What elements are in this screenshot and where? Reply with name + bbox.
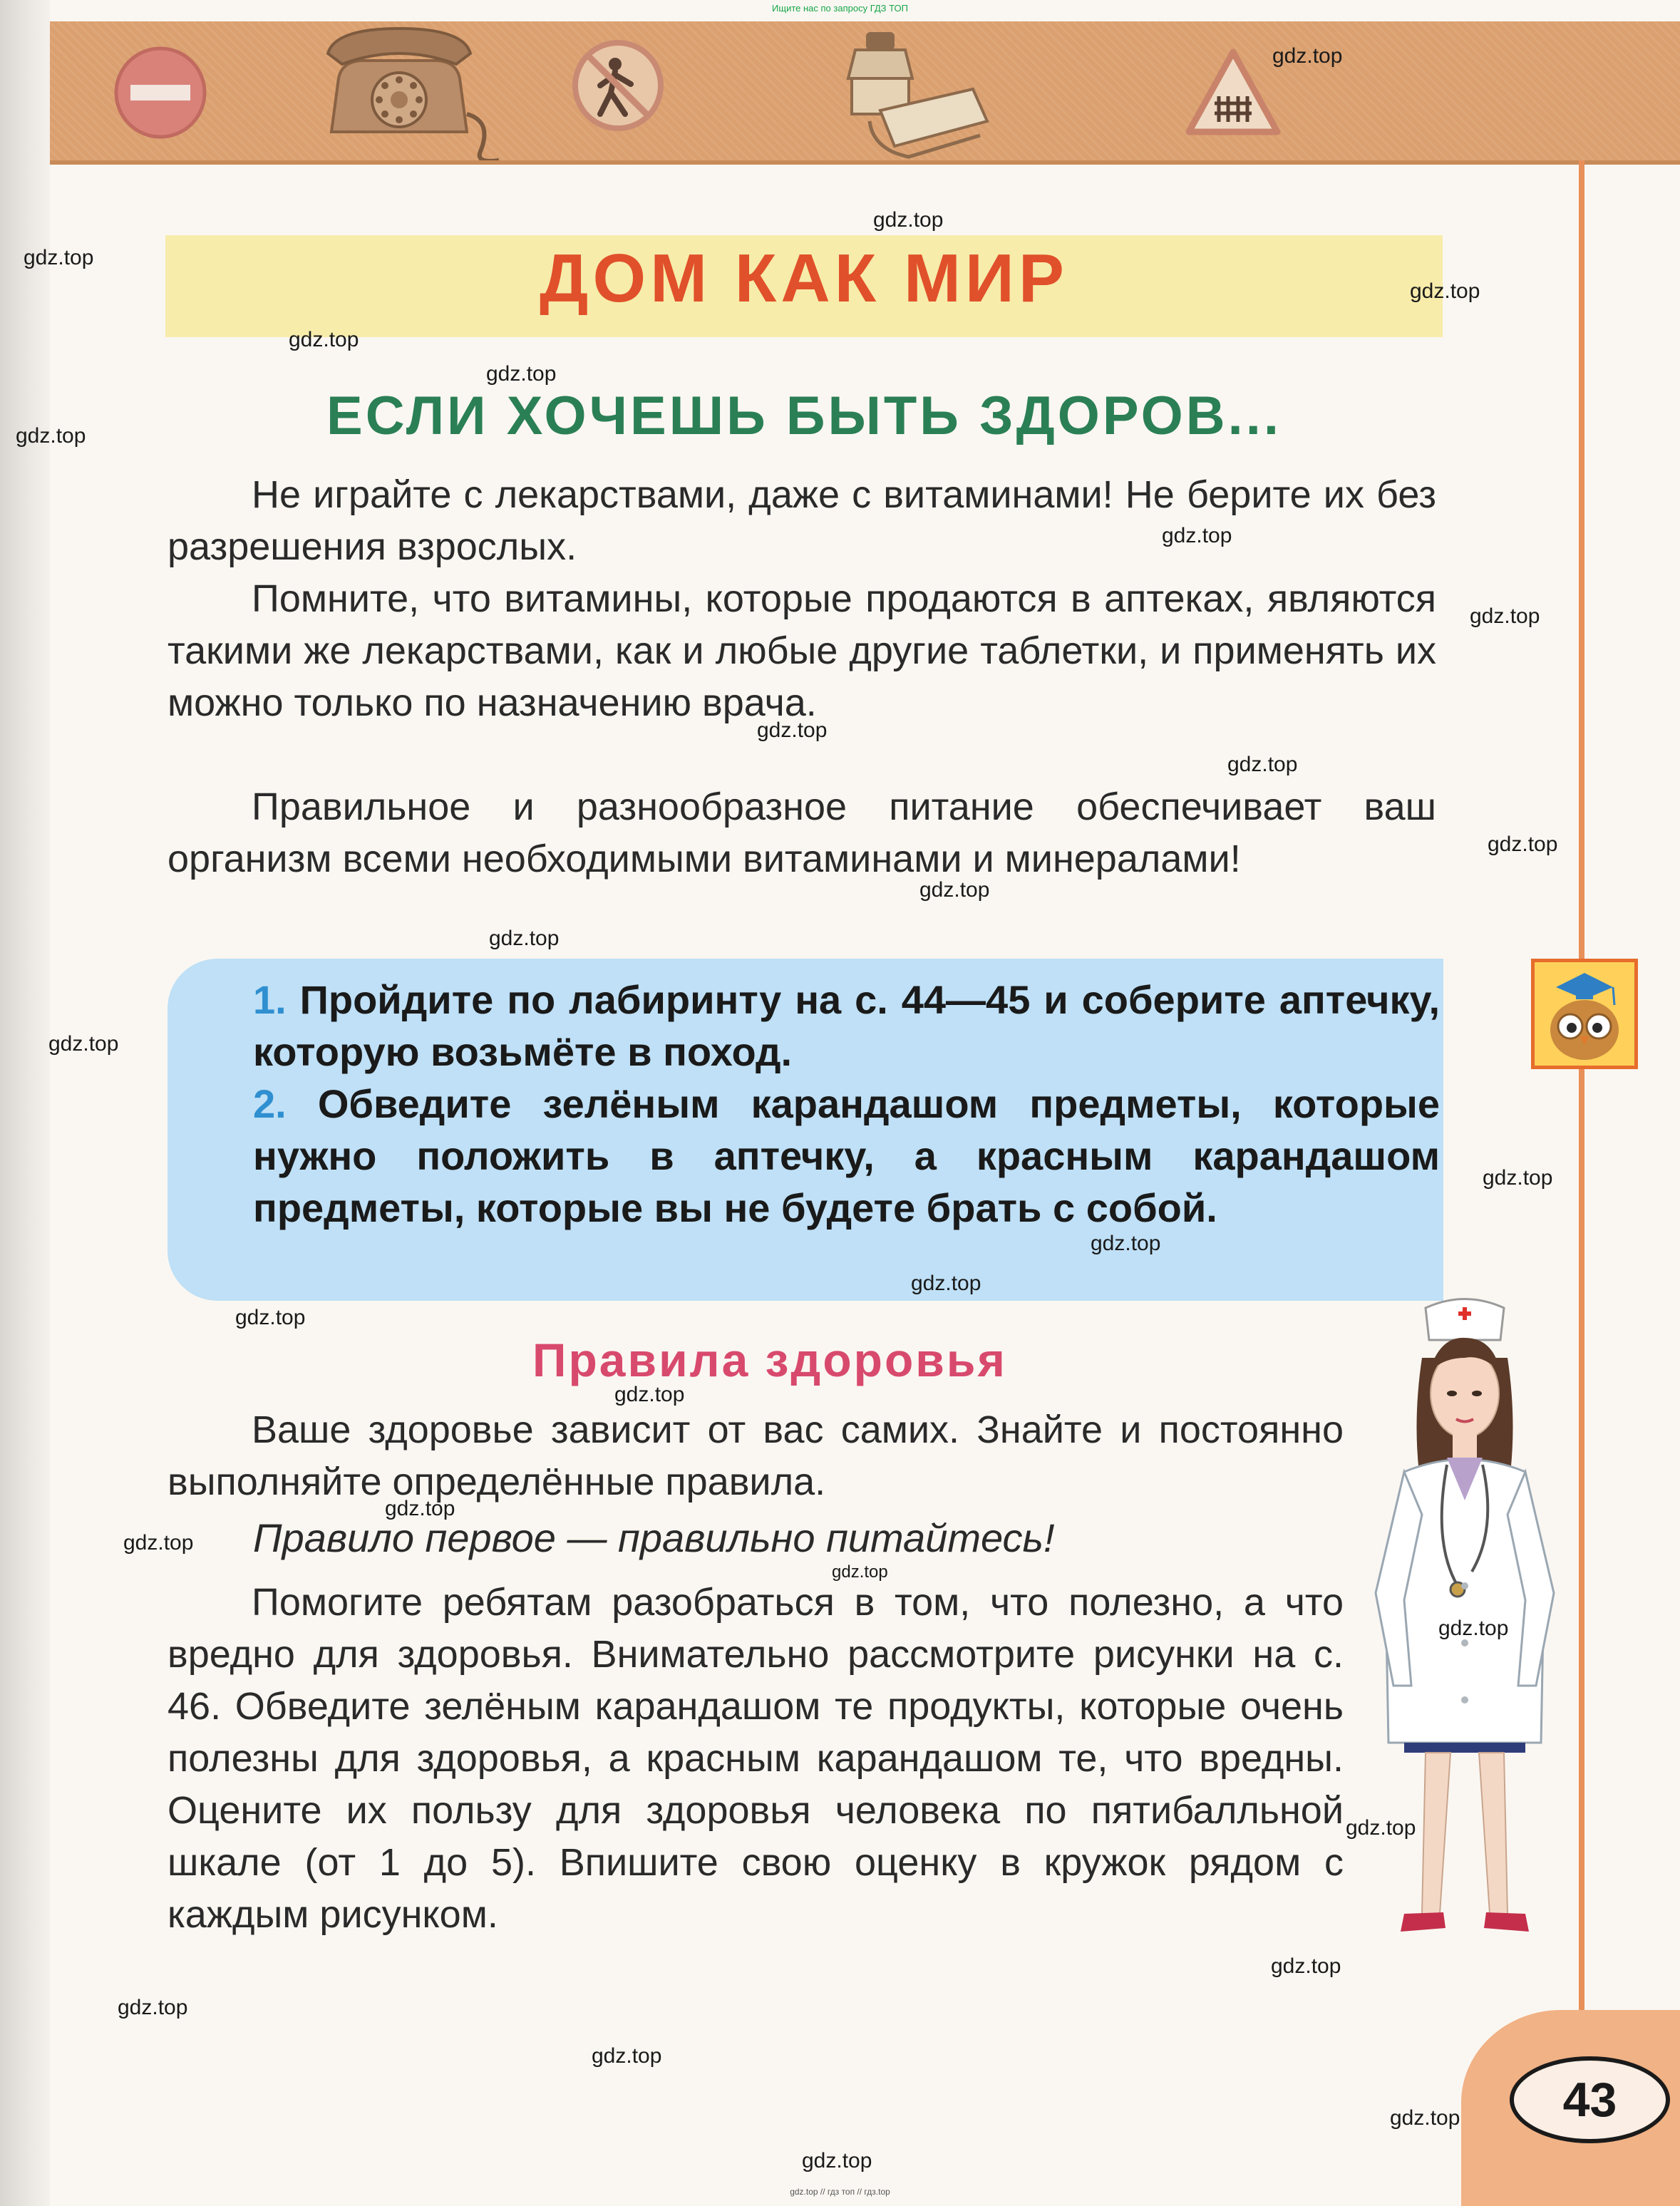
watermark: gdz.top [489, 927, 560, 950]
watermark: gdz.top [289, 328, 359, 351]
watermark: gdz.top [1091, 1232, 1161, 1255]
no-entry-sign-icon [116, 48, 205, 137]
page-title: ДОМ КАК МИР [540, 240, 1068, 316]
top-note: Ищите нас по запросу ГДЗ ТОП [772, 3, 908, 14]
watermark: gdz.top [1410, 279, 1480, 303]
rotary-phone-icon [328, 29, 499, 160]
task-text: Пройдите по лабиринту на с. 44—45 и соберите аптечку, которую возьмёте в поход. [253, 977, 1441, 1074]
task-number: 2. [253, 1081, 287, 1126]
watermark: gdz.top [1162, 524, 1232, 547]
watermark: gdz.top [385, 1497, 455, 1520]
watermark: gdz.top [24, 246, 94, 269]
watermark: gdz.top [123, 1531, 194, 1555]
paragraph-3: Правильное и разнообразное питание обеспечивает ваш организм всеми необходимыми витаминами и минералами! [168, 785, 1436, 880]
task-list [253, 974, 1440, 1234]
task-item [253, 1078, 1440, 1234]
section-body: Помогите ребятам разобраться в том, что полезно, а что вредно для здоровья. Внимательно рассмотрите рисунки на с. 46. Обведите зелёным карандашом те продукты, которые очень полезны для здоровья, а красным карандашом те, что вредны. Оцените их пользу для здоровья человека по пятибалльной шкале (от 1 до 5). Впишите свою оценку в кружок рядом с каждым рисунком. [168, 1581, 1344, 1936]
watermark: gdz.top [1271, 1954, 1341, 1978]
book-spine-shadow [0, 0, 50, 2206]
watermark: gdz.top [1390, 2106, 1460, 2130]
task-item [253, 974, 1440, 1078]
railroad-crossing-sign-icon [1189, 52, 1277, 132]
owl-with-graduation-cap-icon [1531, 959, 1638, 1069]
watermark: gdz.top [919, 878, 990, 902]
watermark: gdz.top [911, 1272, 981, 1295]
section-intro: Ваше здоровье зависит от вас самих. Знайте и постоянно выполняйте определённые правила. [168, 1408, 1344, 1503]
no-pedestrians-sign-icon [575, 43, 661, 128]
watermark: gdz.top [802, 2149, 872, 2173]
paragraph-1: Не играйте с лекарствами, даже с витаминами! Не берите их без разрешения взрослых. [168, 473, 1436, 568]
watermark: gdz.top [614, 1383, 685, 1406]
task-text: Обведите зелёным карандашом предметы, которые нужно положить в аптечку, а красным карандашом предметы, которые вы не будете брать с собой. [253, 1081, 1441, 1230]
watermark: gdz.top [832, 1562, 888, 1582]
header-banner [50, 21, 1680, 165]
watermark: gdz.top [1272, 44, 1343, 68]
watermark: gdz.top [1470, 604, 1540, 628]
medicine-jar-icon [848, 32, 987, 157]
watermark: gdz.top [592, 2044, 662, 2068]
paragraph-2: Помните, что витамины, которые продаются в аптеках, являются такими же лекарствами, как и любые другие таблетки, и применять их можно только по назначению врача. [168, 577, 1436, 724]
watermark: gdz.top [1488, 833, 1558, 856]
watermark: gdz.top [486, 362, 557, 386]
watermark: gdz.top [16, 424, 86, 448]
rule-heading: Правило первое — правильно питайтесь! [253, 1515, 1055, 1560]
task-number: 1. [253, 977, 287, 1022]
page-subtitle: ЕСЛИ ХОЧЕШЬ БЫТЬ ЗДОРОВ... [326, 386, 1282, 446]
bottom-note: gdz.top // гдз топ // гдз.top [790, 2187, 890, 2197]
right-margin-rule [1579, 160, 1584, 2085]
watermark: gdz.top [873, 208, 944, 232]
watermark: gdz.top [1227, 753, 1298, 776]
watermark: gdz.top [48, 1032, 119, 1056]
section-title: Правила здоровья [532, 1334, 1007, 1386]
watermark: gdz.top [235, 1306, 306, 1329]
watermark: gdz.top [118, 1996, 188, 2019]
watermark: gdz.top [757, 718, 828, 742]
page-number: 43 [1510, 2056, 1670, 2143]
watermark: gdz.top [1346, 1816, 1416, 1840]
watermark: gdz.top [1438, 1617, 1509, 1640]
watermark: gdz.top [1483, 1166, 1553, 1190]
